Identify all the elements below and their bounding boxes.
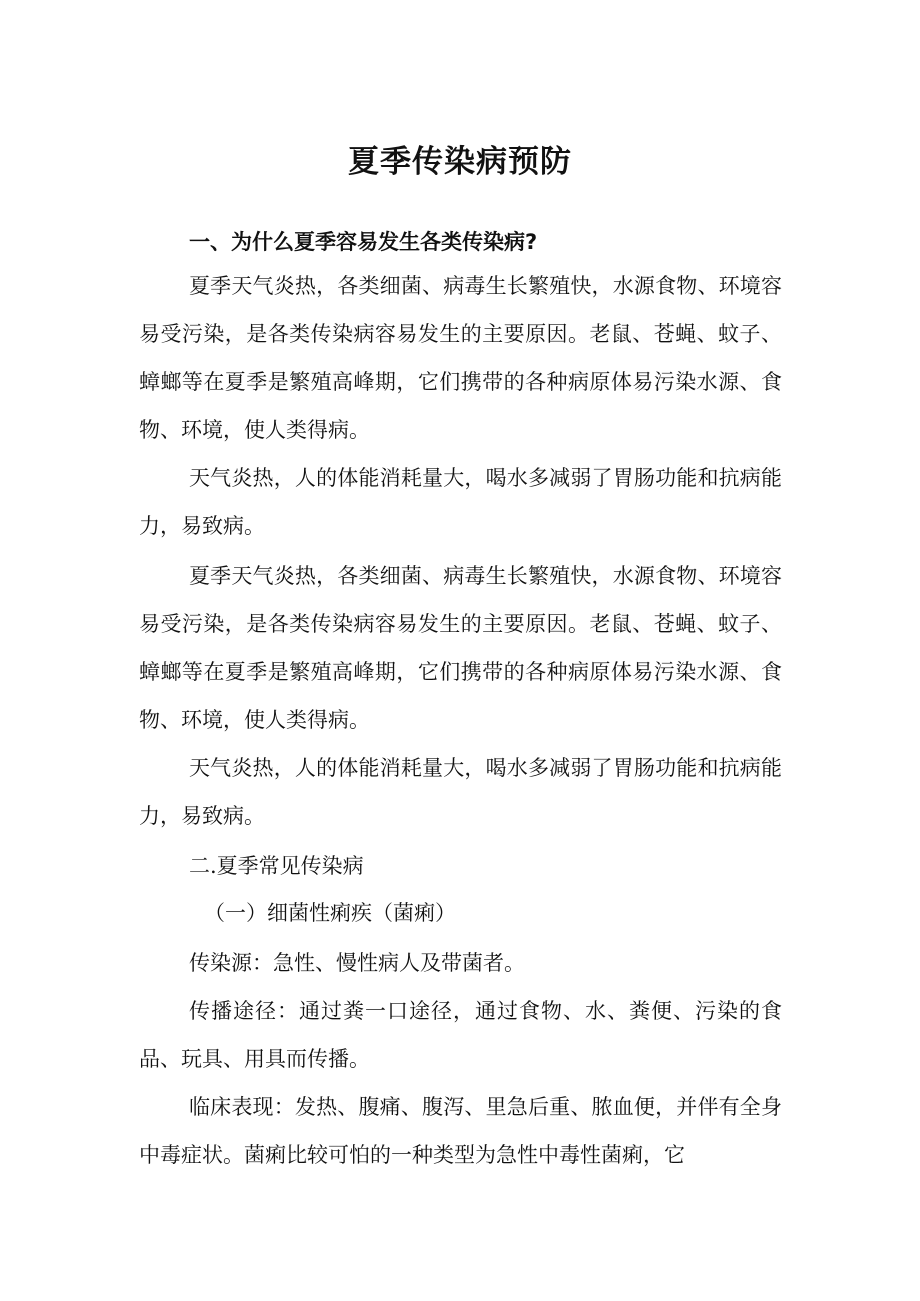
paragraph-summer-causes: 夏季天气炎热，各类细菌、病毒生长繁殖快，水源食物、环境容易受污染，是各类传染病容易发生的主要原因。老鼠、苍蝇、蚊子、蟑螂等在夏季是繁殖高峰期，它们携带的各种病原体易污染水源、食物、环境，使人类得病。 [139, 274, 782, 442]
paragraph-summer-causes-repeat: 夏季天气炎热，各类细菌、病毒生长繁殖快，水源食物、环境容易受污染，是各类传染病容易发生的主要原因。老鼠、苍蝇、蚊子、蟑螂等在夏季是繁殖高峰期，它们携带的各种病原体易污染水源、食物、环境，使人类得病。 [139, 564, 782, 732]
document-title: 夏季传染病预防 [348, 144, 572, 180]
paragraph-body-consumption: 天气炎热，人的体能消耗量大，喝水多减弱了胃肠功能和抗病能力，易致病。 [139, 466, 782, 538]
subsection-heading-dysentery: （一）细菌性痢疾（菌痢） [204, 901, 456, 925]
section-heading-why: 一、为什么夏季容易发生各类传染病? [189, 230, 538, 254]
paragraph-body-consumption-repeat: 天气炎热，人的体能消耗量大，喝水多减弱了胃肠功能和抗病能力，易致病。 [139, 756, 782, 828]
paragraph-transmission-route: 传播途径：通过粪一口途径，通过食物、水、粪便、污染的食品、玩具、用具而传播。 [139, 999, 782, 1071]
infection-source-line: 传染源：急性、慢性病人及带菌者。 [189, 951, 525, 975]
section-heading-common-diseases: 二.夏季常见传染病 [189, 854, 364, 878]
paragraph-clinical-manifestation: 临床表现：发热、腹痛、腹泻、里急后重、脓血便，并伴有全身中毒症状。菌痢比较可怕的一种类型为急性中毒性菌痢，它 [139, 1095, 782, 1167]
